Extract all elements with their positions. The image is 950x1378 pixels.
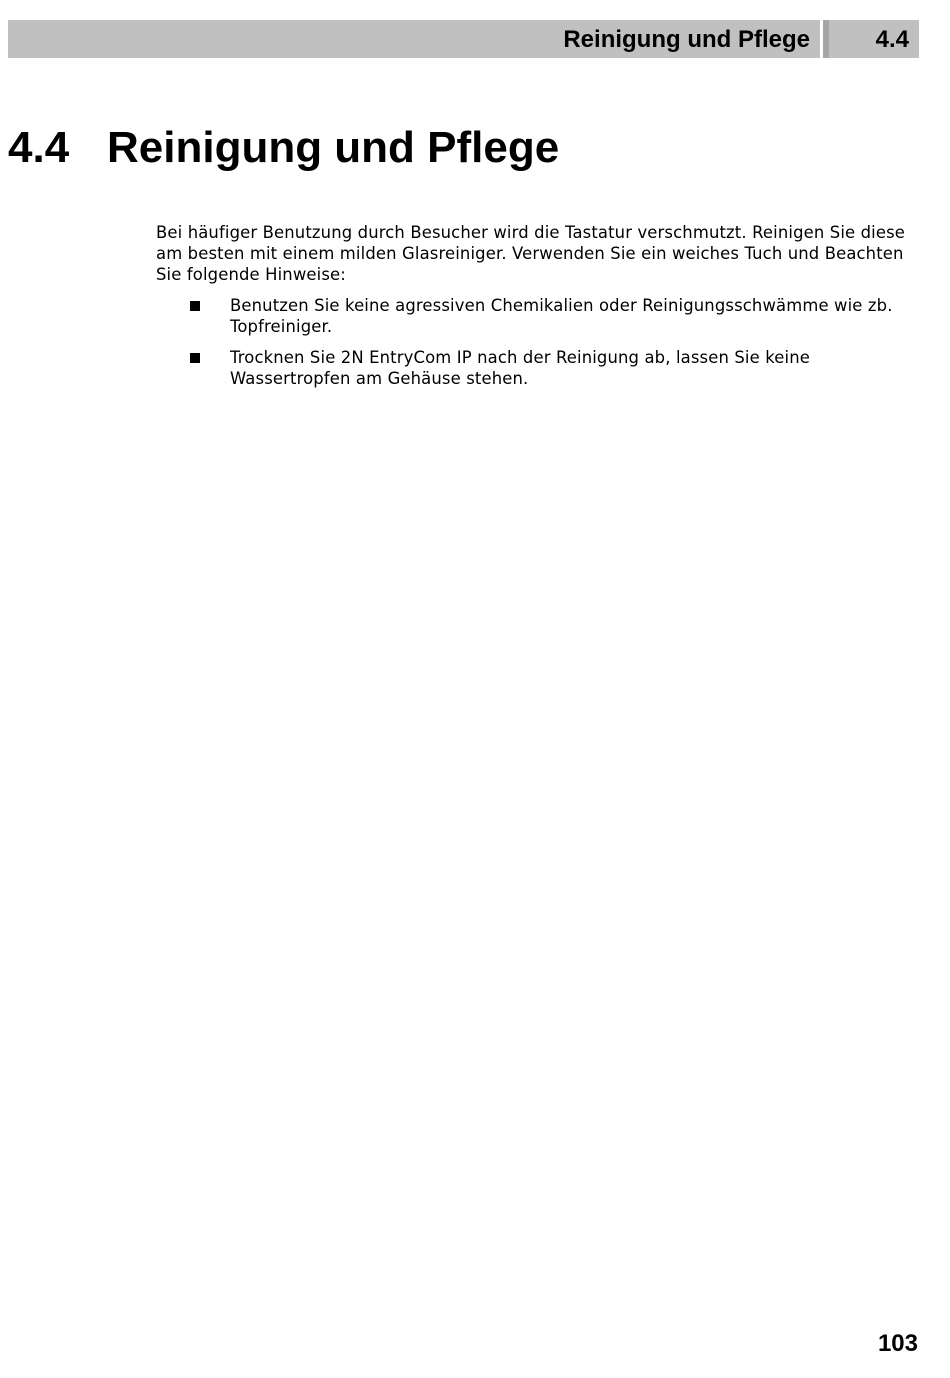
list-item-text: Benutzen Sie keine agressiven Chemikalien oder Reinigungsschwämme wie zb. Topfreiniger.	[230, 296, 893, 336]
section-title: Reinigung und Pflege	[107, 123, 560, 172]
list-item	[156, 347, 916, 389]
hint-list	[156, 295, 916, 389]
intro-paragraph: Bei häufiger Benutzung durch Besucher wird die Tastatur verschmutzt. Reinigen Sie diese am besten mit einem milden Glasreiniger. Verwenden Sie ein weiches Tuch und Beachten Sie folgende Hinweise:	[156, 223, 906, 284]
page-number: 103	[877, 1330, 918, 1357]
square-bullet-icon	[190, 353, 200, 363]
section-heading	[8, 122, 559, 174]
square-bullet-icon	[190, 301, 200, 311]
section-number: 4.4	[8, 123, 70, 172]
running-header	[8, 20, 919, 58]
list-item	[156, 295, 916, 337]
header-section-number: 4.4	[875, 26, 909, 53]
header-title-box	[8, 20, 820, 58]
header-number-box	[829, 20, 919, 58]
section-body	[156, 222, 916, 399]
header-title: Reinigung und Pflege	[563, 26, 810, 53]
list-item-text: Trocknen Sie 2N EntryCom IP nach der Reinigung ab, lassen Sie keine Wassertropfen am Gehäuse stehen.	[230, 348, 810, 388]
